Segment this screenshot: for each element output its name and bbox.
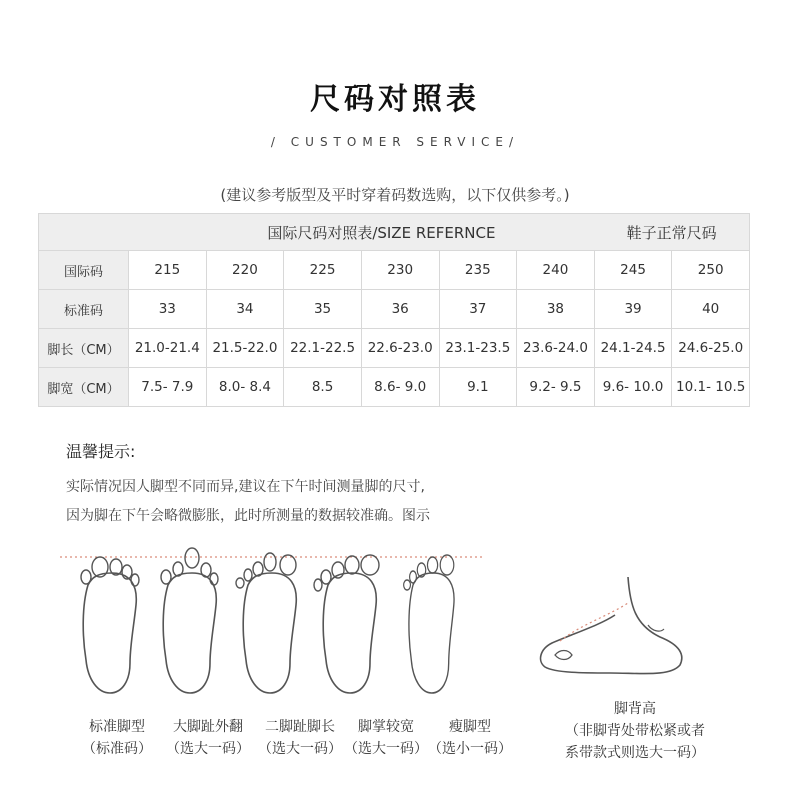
foot-type-advice: （选小一码） (428, 741, 512, 757)
table-cell: 23.1-23.5 (439, 329, 517, 368)
instep-height-foot-icon (541, 577, 682, 674)
table-cell: 245 (594, 251, 672, 290)
row-label: 脚宽（CM） (39, 368, 129, 407)
header-blank (39, 214, 129, 251)
foot-type-name: 大脚趾外翻 (173, 719, 243, 735)
tips-line-2: 因为脚在下午会略微膨胀，此时所测量的数据较准确。图示 (66, 508, 430, 524)
foot-type-name: 脚掌较宽 (358, 719, 414, 735)
table-cell: 8.5 (284, 368, 362, 407)
table-cell: 240 (517, 251, 595, 290)
table-cell: 34 (206, 290, 284, 329)
slim-foot-icon (404, 555, 454, 693)
table-cell: 9.1 (439, 368, 517, 407)
table-cell: 230 (361, 251, 439, 290)
page-title: 尺码对照表 (310, 82, 480, 117)
table-row (39, 290, 750, 329)
table-cell: 235 (439, 251, 517, 290)
table-cell: 7.5- 7.9 (129, 368, 207, 407)
table-cell: 24.6-25.0 (672, 329, 750, 368)
row-label: 标准码 (39, 290, 129, 329)
long-second-toe-foot-icon (236, 553, 296, 693)
header-main: 国际尺码对照表/SIZE REFERNCE (129, 214, 595, 251)
foot-type-advice: （非脚背处带松紧或者 (565, 723, 705, 739)
row-label: 国际码 (39, 251, 129, 290)
foot-caption-instep (540, 698, 730, 764)
table-cell: 22.1-22.5 (284, 329, 362, 368)
page-subtitle: / CUSTOMER SERVICE/ (270, 135, 520, 149)
table-cell: 24.1-24.5 (594, 329, 672, 368)
foot-caption-slim (420, 716, 520, 760)
foot-type-advice: （选大一码） (166, 741, 250, 757)
tips-title: 温馨提示: (66, 442, 136, 461)
header-side: 鞋子正常尺码 (594, 214, 749, 251)
bunion-foot-icon (161, 548, 218, 693)
foot-type-advice: （标准码） (82, 741, 152, 757)
foot-type-illustrations (40, 545, 740, 705)
table-cell: 36 (361, 290, 439, 329)
tips-line-1: 实际情况因人脚型不同而异,建议在下午时间测量脚的尺寸, (66, 479, 425, 495)
table-cell: 220 (206, 251, 284, 290)
table-cell: 9.6- 10.0 (594, 368, 672, 407)
table-cell: 225 (284, 251, 362, 290)
wide-foot-icon (314, 555, 379, 693)
foot-type-name: 二脚趾脚长 (265, 719, 335, 735)
table-cell: 22.6-23.0 (361, 329, 439, 368)
foot-caption-second-toe (250, 716, 350, 760)
foot-type-advice: （选大一码） (344, 741, 428, 757)
table-cell: 215 (129, 251, 207, 290)
foot-type-name: 标准脚型 (89, 719, 145, 735)
row-label: 脚长（CM） (39, 329, 129, 368)
table-cell: 38 (517, 290, 595, 329)
table-header-row (39, 214, 750, 251)
table-cell: 8.6- 9.0 (361, 368, 439, 407)
foot-caption-standard (72, 716, 162, 760)
table-cell: 21.0-21.4 (129, 329, 207, 368)
table-cell: 8.0- 8.4 (206, 368, 284, 407)
table-cell: 21.5-22.0 (206, 329, 284, 368)
table-cell: 250 (672, 251, 750, 290)
foot-type-name: 瘦脚型 (449, 719, 491, 735)
table-cell: 39 (594, 290, 672, 329)
table-row (39, 329, 750, 368)
foot-caption-bunion (158, 716, 258, 760)
table-cell: 9.2- 9.5 (517, 368, 595, 407)
table-cell: 35 (284, 290, 362, 329)
foot-type-advice: （选大一码） (258, 741, 342, 757)
table-cell: 23.6-24.0 (517, 329, 595, 368)
foot-type-advice: 系带款式则选大一码） (565, 745, 705, 761)
size-chart-table (38, 213, 750, 407)
table-cell: 37 (439, 290, 517, 329)
table-cell: 40 (672, 290, 750, 329)
table-row (39, 368, 750, 407)
foot-type-name: 脚背高 (614, 701, 656, 717)
standard-foot-icon (81, 557, 139, 693)
reference-note: (建议参考版型及平时穿着码数选购，以下仅供参考。) (220, 186, 570, 204)
table-cell: 10.1- 10.5 (672, 368, 750, 407)
table-cell: 33 (129, 290, 207, 329)
table-row (39, 251, 750, 290)
